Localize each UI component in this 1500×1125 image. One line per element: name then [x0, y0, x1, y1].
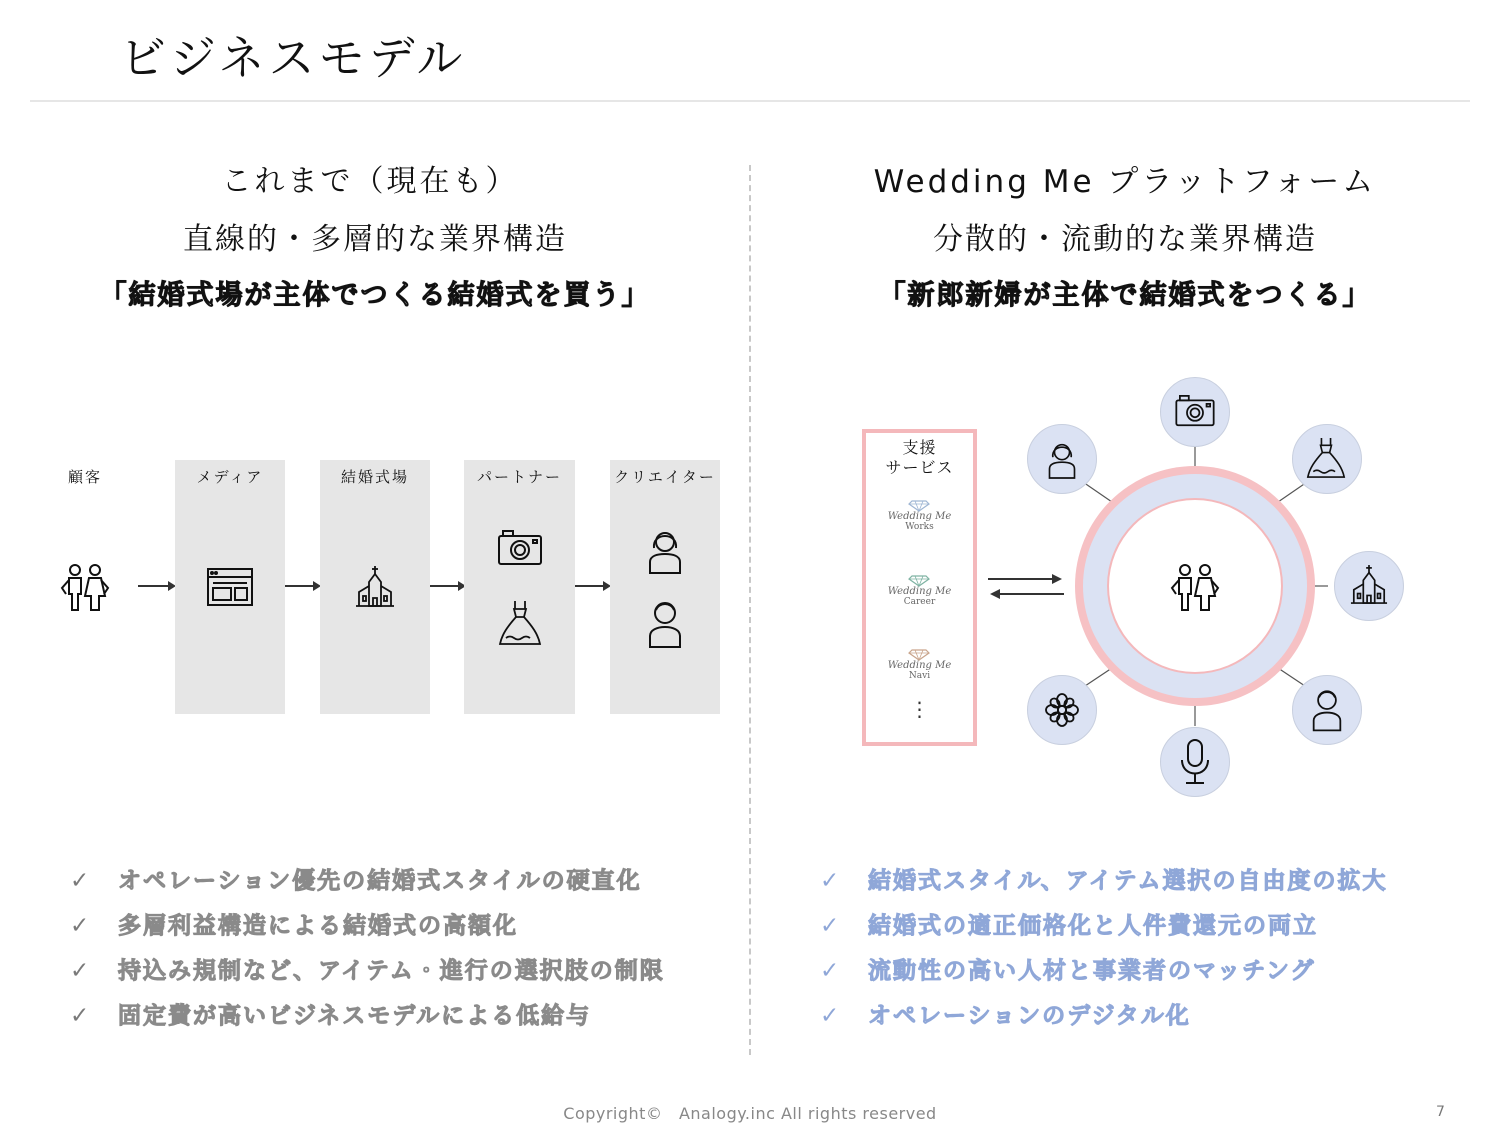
couple-icon	[1168, 560, 1222, 618]
check-icon: ✓	[70, 868, 92, 894]
left-bullet: ✓ 固定費が高いビジネスモデルによる低給与	[70, 1003, 592, 1029]
right-quote: 「新郎新婦が主体で結婚式をつくる」	[878, 280, 1372, 311]
stage-partner-panel	[464, 460, 575, 714]
support-services-title: 支援 サービス	[885, 438, 954, 477]
couple-icon	[58, 560, 112, 618]
right-bullet: ✓ 流動性の高い人材と事業者のマッチング	[820, 958, 1316, 984]
browser-window-icon	[207, 568, 253, 610]
column-divider	[749, 165, 751, 1055]
check-icon: ✓	[820, 913, 842, 939]
flow-arrow-3	[428, 578, 466, 598]
page-number: 7	[1436, 1104, 1445, 1120]
right-bullet: ✓ 結婚式スタイル、アイテム選択の自由度の拡大	[820, 868, 1388, 894]
service-logo-career: Wedding Me Career	[887, 586, 952, 607]
flower-icon	[1045, 693, 1079, 731]
check-icon: ✓	[70, 1003, 92, 1029]
woman-avatar-icon	[647, 524, 683, 578]
flow-arrow-4	[573, 578, 611, 598]
right-bullet: ✓ 結婚式の適正価格化と人件費還元の両立	[820, 913, 1318, 939]
woman-avatar-icon	[1047, 434, 1077, 486]
microphone-icon	[1180, 738, 1210, 790]
check-icon: ✓	[820, 958, 842, 984]
left-bullet: ✓ 持込み規制など、アイテム・進行の選択肢の制限	[70, 958, 665, 984]
man-avatar-icon	[1311, 685, 1343, 737]
left-bullet: ✓ 多層利益構造による結婚式の高額化	[70, 913, 518, 939]
left-quote: 「結婚式場が主体でつくる結婚式を買う」	[99, 280, 651, 311]
page-title: ビジネスモデル	[120, 31, 467, 85]
flow-arrow-1	[138, 578, 176, 598]
right-heading-wrap	[870, 150, 1380, 200]
copyright-footer: Copyright© Analogy.inc All rights reserved	[563, 1104, 937, 1123]
chapel-icon	[355, 566, 395, 612]
left-bullet: ✓ オペレーション優先の結婚式スタイルの硬直化	[70, 868, 642, 894]
service-logo-navi: Wedding Me Navi	[887, 660, 952, 681]
left-heading: これまで（現在も）	[221, 164, 519, 199]
check-icon: ✓	[70, 913, 92, 939]
check-icon: ✓	[820, 868, 842, 894]
stage-partner-label: パートナー	[476, 468, 562, 486]
right-bullet: ✓ オペレーションのデジタル化	[820, 1003, 1191, 1029]
right-subheading: 分散的・流動的な業界構造	[933, 222, 1317, 257]
check-icon: ✓	[820, 1003, 842, 1029]
check-icon: ✓	[70, 958, 92, 984]
man-avatar-icon	[647, 598, 683, 652]
more-services-ellipsis: ⋮	[909, 697, 930, 721]
right-heading: Wedding Me プラットフォーム	[873, 164, 1377, 200]
stage-creator-label: クリエイター	[614, 468, 716, 486]
dress-icon	[1306, 436, 1346, 484]
camera-icon	[1175, 395, 1215, 431]
stage-media-label: メディア	[196, 468, 264, 486]
camera-icon	[498, 530, 542, 570]
title-divider	[30, 100, 1470, 102]
stage-venue-label: 結婚式場	[340, 468, 409, 486]
stage-creator-panel	[610, 460, 720, 714]
left-heading-wrap	[220, 150, 520, 200]
flow-arrow-2	[283, 578, 321, 598]
customer-label: 顧客	[67, 468, 102, 486]
chapel-icon	[1350, 565, 1388, 609]
service-logo-works: Wedding Me Works	[887, 511, 952, 532]
dress-icon	[498, 600, 542, 650]
left-subheading: 直線的・多層的な業界構造	[183, 222, 567, 257]
